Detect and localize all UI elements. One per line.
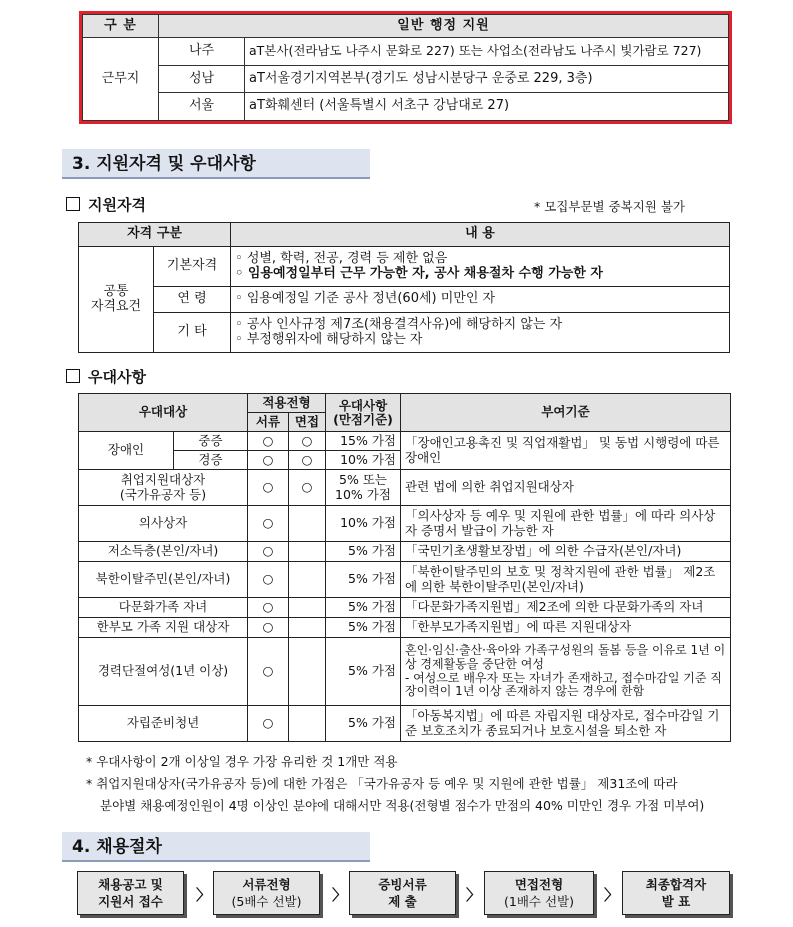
qual-header-content: 내 용 [231,223,730,247]
pref-bonus: 5% 가점 [326,706,401,742]
qual-row-label: 연 령 [154,287,231,313]
loc-address: aT서울경기지역본부(경기도 성남시분당구 운중로 229, 3층) [245,65,729,93]
pref-criteria: 「북한이탈주민의 보호 및 정착지원에 관한 법률」 제2조에 의한 북한이탈주민(본인/자녀) [401,562,731,598]
pref-doc-mark: ○ [248,618,289,638]
pref-bonus: 5% 가점 [326,618,401,638]
step-line2: 지원서 접수 [98,894,163,909]
section3-title: 3. 지원자격 및 우대사항 [62,149,370,179]
pref-doc-mark: ○ [248,470,289,506]
step-line1: 서류전형 [242,876,291,892]
loc-group-label: 근무지 [83,38,159,121]
pref-interview-mark [289,562,326,598]
pref-interview-mark [289,618,326,638]
preference-heading [66,366,146,387]
step-proof-documents [349,871,456,915]
qual-row-content [231,247,730,287]
pref-criteria: 「한부모가족지원법」에 따른 지원대상자 [401,618,731,638]
pref-target: 의사상자 [79,506,248,542]
step-line1: 증빙서류 [378,876,427,892]
pref-doc-mark: ○ [248,598,289,618]
pref-bonus: 5% 가점 [326,598,401,618]
pref-doc-mark: ○ [248,451,289,470]
pref-doc-mark: ○ [248,562,289,598]
pref-disabled-sub: 중증 [174,432,248,451]
pref-header-doc: 서류 [248,413,289,432]
qual-row-label: 기 타 [154,313,231,353]
loc-place: 서울 [159,93,245,121]
pref-header-bonus: 우대사항 (만점기준) [326,394,401,432]
pref-interview-mark: ○ [289,432,326,451]
pref-doc-mark: ○ [248,506,289,542]
pref-target: 한부모 가족 지원 대상자 [79,618,248,638]
pref-criteria: 「의사상자 등 예우 및 지원에 관한 법률」에 따라 의사상자 증명서 발급이 가능한 자 [401,506,731,542]
pref-bonus: 5% 가점 [326,638,401,706]
pref-disabled-label: 장애인 [79,432,174,470]
pref-target: 북한이탈주민(본인/자녀) [79,562,248,598]
pref-target: 저소득층(본인/자녀) [79,542,248,562]
note-line: * 취업지원대상자(국가유공자 등)에 대한 가점은 「국가유공자 등 예우 및 지원에 관한 법률」 제31조에 따라 [86,776,678,791]
pref-target: 자립준비청년 [79,706,248,742]
qual-row-label: 기본자격 [154,247,231,287]
checkbox-square-icon [66,197,80,211]
chevron-right-icon: 〉 [196,886,212,904]
qual-line: ◦ 부정행위자에 해당하지 않는 자 [235,331,423,347]
qual-line: ◦ 공사 인사규정 제7조(채용결격사유)에 해당하지 않는 자 [235,316,563,332]
qual-line: ◦ 성별, 학력, 전공, 경력 등 제한 없음 [235,250,448,266]
pref-bonus: 5% 가점 [326,562,401,598]
pref-header-criteria: 부여기준 [401,394,731,432]
pref-criteria: 「국민기초생활보장법」에 의한 수급자(본인/자녀) [401,542,731,562]
loc-header-category: 구 분 [83,15,159,38]
qualification-heading [66,194,146,215]
pref-doc-mark: ○ [248,638,289,706]
pref-bonus: 5% 또는 10% 가점 [326,470,401,506]
pref-criteria: 「장애인고용촉진 및 직업재활법」 및 동법 시행령에 따른 장애인 [401,432,731,470]
work-location-table [82,14,729,121]
step-application [77,871,184,915]
qual-header-type: 자격 구분 [79,223,231,247]
note-line: * 우대사항이 2개 이상일 경우 가장 유리한 것 1개만 적용 [86,754,398,769]
pref-header-stage: 적용전형 [248,394,326,413]
pref-interview-mark [289,598,326,618]
pref-interview-mark: ○ [289,470,326,506]
pref-bonus: 10% 가점 [326,451,401,470]
pref-interview-mark [289,638,326,706]
loc-address: aT화훼센터 (서울특별시 서초구 강남대로 27) [245,93,729,121]
pref-criteria: 관련 법에 의한 취업지원대상자 [401,470,731,506]
qual-row-content [231,313,730,353]
pref-interview-mark [289,542,326,562]
qualification-note: * 모집부문별 중복지원 불가 [534,199,685,214]
chevron-right-icon: 〉 [604,886,620,904]
step-line1: 면접전형 [514,876,564,892]
pref-doc-mark: ○ [248,432,289,451]
pref-criteria: 「아동복지법」에 따른 자립지원 대상자로, 접수마감일 기준 보호조치가 종료되거나 보호시설을 퇴소한 자 [401,706,731,742]
pref-header-interview: 면접 [289,413,326,432]
step-final-announcement [622,871,730,915]
pref-target: 취업지원대상자 (국가유공자 등) [79,470,248,506]
qual-line: ◦ 임용예정일부터 근무 가능한 자, 공사 채용절차 수행 가능한 자 [235,265,603,281]
chevron-right-icon: 〉 [466,886,482,904]
pref-interview-mark [289,506,326,542]
work-location-table-frame [79,11,732,124]
qualification-heading-text: 지원자격 [88,196,146,214]
qual-group-label: 공통 자격요건 [79,247,154,353]
pref-disabled-sub: 경증 [174,451,248,470]
step-document-screening [213,871,320,915]
loc-header-content: 일반 행정 지원 [159,15,729,38]
chevron-right-icon: 〉 [332,886,348,904]
pref-criteria: 혼인·임신·출산·육아와 가족구성원의 돌봄 등을 이유로 1년 이상 경제활동을 중단한 여성 - 여성으로 배우자 또는 자녀가 존재하고, 접수마감일 기준 직장이력이 1년 이상 존재하지 않는 경우에 한함 [401,638,731,706]
pref-criteria: 「다문화가족지원법」제2조에 의한 다문화가족의 자녀 [401,598,731,618]
pref-bonus: 5% 가점 [326,542,401,562]
qual-row-content [231,287,730,313]
qual-line: ◦ 임용예정일 기준 공사 정년(60세) 미만인 자 [235,291,496,307]
preference-heading-text: 우대사항 [88,368,146,386]
step-line2: (1배수 선발) [504,894,574,909]
pref-target: 다문화가족 자녀 [79,598,248,618]
checkbox-square-icon [66,369,80,383]
preference-table [78,393,731,742]
step-line2: 발 표 [661,894,691,909]
loc-place: 성남 [159,65,245,93]
pref-doc-mark: ○ [248,706,289,742]
pref-header-target: 우대대상 [79,394,248,432]
qualification-table [78,222,730,353]
pref-target: 경력단절여성(1년 이상) [79,638,248,706]
note-line: 분야별 채용예정인원이 4명 이상인 분야에 대해서만 적용(전형별 점수가 만점의 40% 미만인 경우 가점 미부여) [100,798,705,813]
step-line2: (5배수 선발) [231,894,302,909]
loc-address: aT본사(전라남도 나주시 문화로 227) 또는 사업소(전라남도 나주시 빛가람로 727) [245,38,729,66]
pref-bonus: 15% 가점 [326,432,401,451]
step-line1: 최종합격자 [645,876,707,892]
pref-bonus: 10% 가점 [326,506,401,542]
pref-doc-mark: ○ [248,542,289,562]
pref-interview-mark [289,706,326,742]
pref-interview-mark: ○ [289,451,326,470]
step-line2: 제 출 [388,894,417,909]
loc-place: 나주 [159,38,245,66]
step-line1: 채용공고 및 [98,876,163,892]
step-interview [484,871,594,915]
section4-title: 4. 채용절차 [62,832,370,862]
